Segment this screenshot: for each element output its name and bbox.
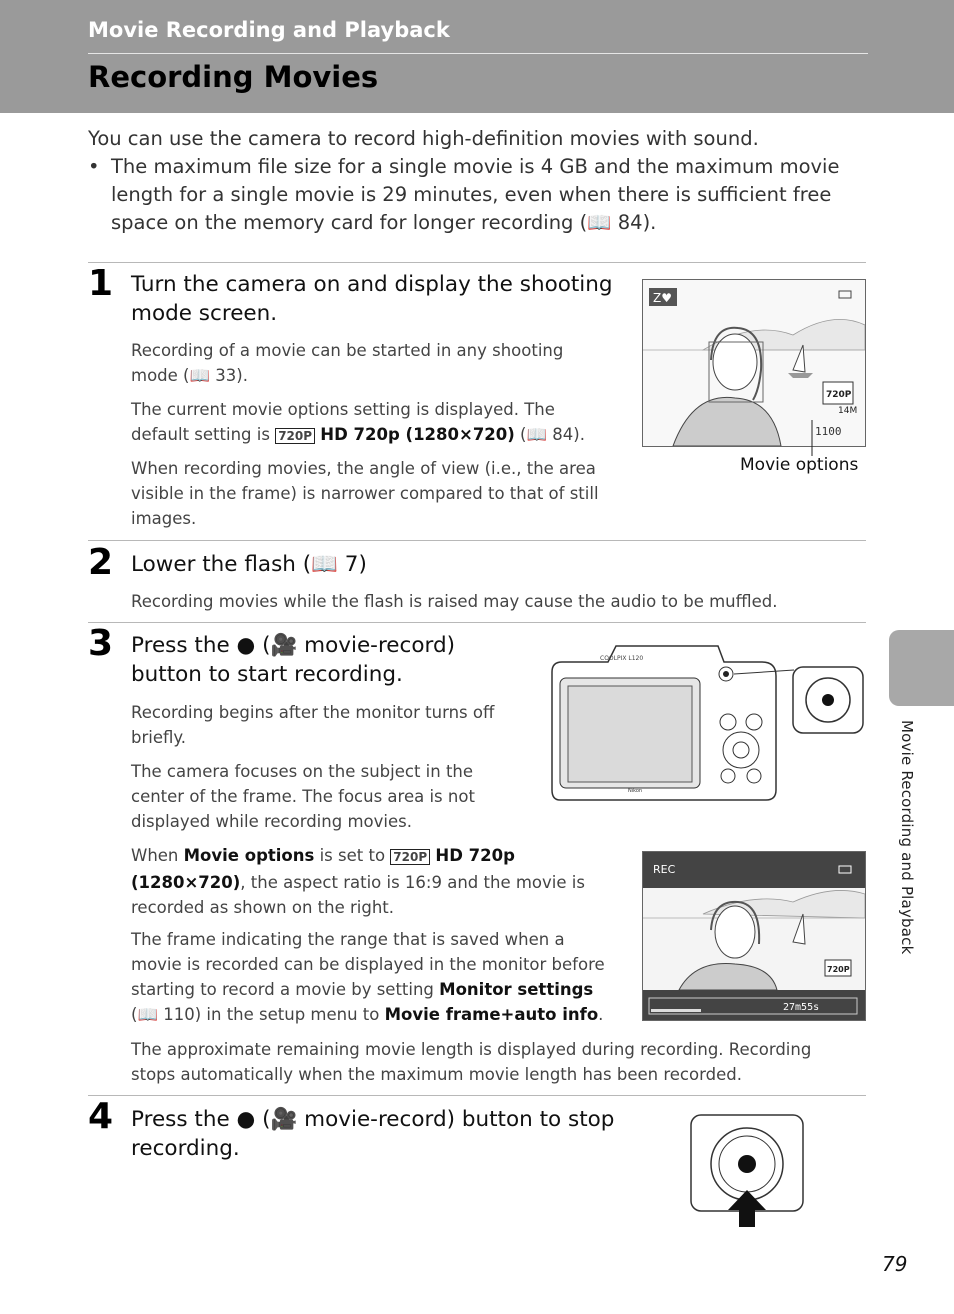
intro-bullet: • The maximum file size for a single movie is 4 GB and the maximum movie length for a single movie is 29 minutes, even when there is sufficient free space on the memory card for longer recording (📖 84). — [88, 153, 868, 237]
step-number: 1 — [88, 263, 114, 304]
svg-text:Nikon: Nikon — [628, 788, 643, 794]
svg-text:720P: 720P — [826, 390, 852, 400]
hd-720p-icon: 720P — [275, 428, 315, 444]
section-title: Movie Recording and Playback — [88, 18, 450, 42]
intro-block — [88, 125, 868, 237]
divider — [88, 622, 866, 623]
svg-text:COOLPIX L120: COOLPIX L120 — [600, 655, 644, 662]
step-heading: Turn the camera on and display the shooting mode screen. — [131, 272, 613, 326]
book-reference-icon: 📖 — [189, 366, 211, 385]
record-button-icon: ● — [236, 1107, 256, 1132]
svg-text:REC: REC — [653, 863, 676, 876]
svg-text:14M: 14M — [838, 406, 858, 416]
step-number: 2 — [88, 542, 114, 583]
divider — [88, 540, 866, 541]
intro-text: You can use the camera to record high-definition movies with sound. — [88, 127, 759, 150]
step-paragraph: The camera focuses on the subject in the center of the frame. The focus area is not displayed while recording movies. — [131, 762, 475, 831]
step-paragraph: Recording movies while the flash is raised may cause the audio to be muffled. — [131, 592, 778, 611]
shooting-screen-image — [642, 279, 866, 447]
step-paragraph: Recording begins after the monitor turns off briefly. — [131, 703, 495, 747]
page-title: Recording Movies — [88, 60, 379, 94]
step-heading: Press the ● (🎥 movie-record) button to start recording. — [131, 633, 456, 687]
scene-illustration — [643, 280, 865, 446]
movie-camera-icon: 🎥 — [270, 633, 298, 658]
step-paragraph: The current movie options setting is displayed. The default setting is 720P HD 720p (1280×720) (📖 84). — [131, 400, 585, 444]
svg-text:1100: 1100 — [815, 425, 842, 438]
recording-screen-image — [642, 851, 866, 1021]
movie-camera-icon: 🎥 — [270, 1107, 298, 1132]
section-side-tab — [889, 630, 954, 706]
step-number: 4 — [88, 1096, 114, 1137]
step-paragraph: When recording movies, the angle of view (i.e., the area visible in the frame) is narrower compared to that of still images. — [131, 459, 599, 528]
step-paragraph: Recording of a movie can be started in any shooting mode (📖 33). — [131, 341, 564, 385]
page-header — [0, 0, 954, 113]
side-tab-label: Movie Recording and Playback — [898, 720, 916, 955]
book-reference-icon: 📖 — [137, 1005, 158, 1024]
record-button-illustration — [688, 1112, 808, 1230]
record-button-icon: ● — [236, 633, 256, 658]
page-number: 79 — [882, 1252, 908, 1276]
camera-back-illustration — [548, 640, 868, 805]
step-number: 3 — [88, 623, 114, 664]
divider — [88, 262, 866, 263]
book-reference-icon: 📖 — [587, 211, 612, 234]
svg-text:Z♥: Z♥ — [653, 291, 672, 305]
step-heading: Press the ● (🎥 movie-record) button to stop recording. — [131, 1107, 615, 1161]
callout-line — [800, 420, 830, 460]
header-divider — [88, 53, 868, 54]
movie-options-caption: Movie options — [740, 455, 859, 475]
book-reference-icon: 📖 — [526, 425, 548, 444]
bullet-dot: • — [88, 155, 100, 178]
divider — [88, 1095, 866, 1096]
step-heading: Lower the flash (📖 7) — [131, 552, 367, 577]
svg-text:27m55s: 27m55s — [783, 1002, 820, 1013]
step-paragraph: The approximate remaining movie length is displayed during recording. Recording stops automatically when the maximum movie length has been recorded. — [131, 1040, 812, 1084]
step-paragraph: The frame indicating the range that is saved when a movie is recorded can be displayed in the monitor before starting to record a movie by setting Monitor settings (📖 110) in the setup menu to Movie frame+auto info. — [131, 930, 605, 1024]
step-paragraph: When Movie options is set to 720P HD 720p (1280×720), the aspect ratio is 16:9 and the movie is recorded as shown on the right. — [131, 846, 585, 917]
hd-720p-icon: 720P — [390, 849, 430, 865]
svg-text:720P: 720P — [827, 965, 850, 974]
book-reference-icon: 📖 — [311, 552, 338, 577]
